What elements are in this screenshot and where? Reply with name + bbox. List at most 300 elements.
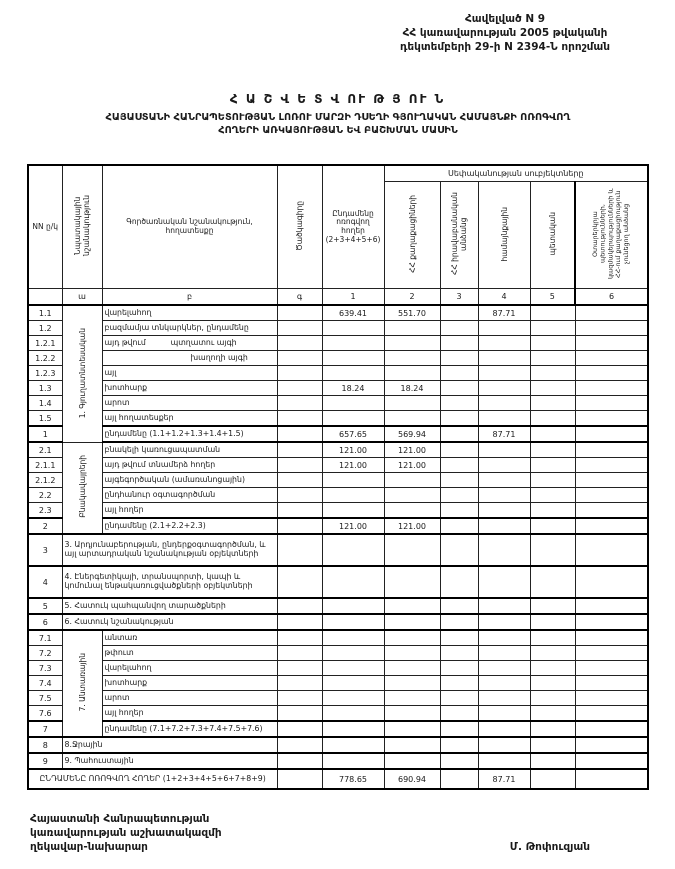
value-cell <box>384 598 440 614</box>
appendix-line-3: դեկտեմբերի 29-ի N 2394-Ն որոշման <box>399 41 611 54</box>
table-row <box>28 706 648 722</box>
value-cell <box>277 488 322 503</box>
value-cell <box>530 366 575 381</box>
value-cell <box>530 381 575 396</box>
value-cell <box>575 706 648 722</box>
value-cell <box>277 630 322 646</box>
value-cell <box>530 488 575 503</box>
value-cell <box>575 566 648 598</box>
value-cell <box>384 366 440 381</box>
column-letter <box>28 289 62 306</box>
column-letters-row <box>28 289 648 306</box>
column-header-community <box>478 182 530 289</box>
column-header-citizens-label: ՀՀ քաղաքացիների <box>407 195 417 273</box>
row-number: 7.5 <box>28 691 62 706</box>
row-number: 8 <box>28 737 62 753</box>
row-label: ԸՆԴԱՄԵՆԸ ՈՌՈԳՎՈՂ ՀՈՂԵՐ (1+2+3+4+5+6+7+8+9) <box>28 769 277 789</box>
row-number: 2.3 <box>28 503 62 519</box>
value-cell <box>322 366 384 381</box>
column-header-legal <box>440 182 478 289</box>
row-number: 1.2.2 <box>28 351 62 366</box>
column-letter: 4 <box>478 289 530 306</box>
row-label: այլ հողեր <box>102 706 277 722</box>
value-cell <box>440 566 478 598</box>
row-number: 2.1 <box>28 442 62 458</box>
row-number: 6 <box>28 614 62 630</box>
value-cell <box>277 473 322 488</box>
row-label: 9. Պահուստային <box>62 753 277 769</box>
value-cell <box>478 753 530 769</box>
row-number: 4 <box>28 566 62 598</box>
column-header-state-label: պետական <box>547 212 557 256</box>
value-cell <box>277 351 322 366</box>
column-header-citizens <box>384 182 440 289</box>
value-cell <box>575 366 648 381</box>
row-number: 5 <box>28 598 62 614</box>
value-cell <box>575 503 648 519</box>
row-number: 1.4 <box>28 396 62 411</box>
value-cell <box>575 426 648 442</box>
value-cell <box>277 442 322 458</box>
value-cell <box>384 646 440 661</box>
value-cell <box>530 646 575 661</box>
value-cell <box>478 473 530 488</box>
value-cell: 87.71 <box>478 305 530 321</box>
value-cell <box>384 614 440 630</box>
value-cell <box>575 598 648 614</box>
value-cell <box>478 442 530 458</box>
value-cell <box>384 753 440 769</box>
value-cell <box>322 411 384 427</box>
column-header-total: Ընդամենը ոռոգվող հողեր (2+3+4+5+6) <box>322 165 384 289</box>
table-row <box>28 458 648 473</box>
value-cell <box>322 630 384 646</box>
value-cell: 87.71 <box>478 769 530 789</box>
table-row <box>28 305 648 321</box>
row-number: 2 <box>28 518 62 534</box>
value-cell <box>478 566 530 598</box>
appendix-reference <box>345 12 665 55</box>
column-header-code-label: Ծածկագիրը <box>295 201 304 251</box>
value-cell <box>478 706 530 722</box>
column-header-code <box>277 165 322 289</box>
value-cell <box>384 351 440 366</box>
page-title: Հ Ա Շ Վ Ե Տ Վ ՈՒ Թ Յ ՈՒ Ն <box>229 92 446 106</box>
row-label: այլ հողատեսքեր <box>102 411 277 427</box>
value-cell <box>384 396 440 411</box>
value-cell <box>530 721 575 737</box>
row-label: 5. Հատուկ պահպանվող տարածքների <box>62 598 277 614</box>
row-number: 7.4 <box>28 676 62 691</box>
value-cell <box>277 534 322 566</box>
value-cell <box>478 396 530 411</box>
row-label: անտառ <box>102 630 277 646</box>
value-cell <box>575 646 648 661</box>
table-row <box>28 366 648 381</box>
value-cell: 551.70 <box>384 305 440 321</box>
section-group-label-text: 7. Անտառային <box>77 653 87 712</box>
row-number: 1.3 <box>28 381 62 396</box>
row-number: 1.5 <box>28 411 62 427</box>
value-cell <box>440 676 478 691</box>
value-cell <box>322 488 384 503</box>
value-cell <box>575 411 648 427</box>
table-row <box>28 396 648 411</box>
table-row <box>28 691 648 706</box>
value-cell <box>478 518 530 534</box>
signatory-org-line-2: կառավարության աշխատակազմի <box>30 827 222 840</box>
value-cell <box>575 336 648 351</box>
value-cell <box>440 473 478 488</box>
row-label: ընդամենը (2.1+2.2+2.3) <box>102 518 277 534</box>
row-label: արոտ <box>102 396 277 411</box>
page-subtitle <box>28 112 648 137</box>
value-cell <box>575 305 648 321</box>
table-row <box>28 503 648 519</box>
page-subtitle-line-1: ՀԱՅԱՍՏԱՆԻ ՀԱՆՐԱՊԵՏՈՒԹՅԱՆ ԼՈՌՈՒ ՄԱՐԶԻ ԴՍԵՂԻ ԳՅՈՒՂԱԿԱՆ ՀԱՄԱՅՆՔԻ ՈՌՈԳՎՈՂ <box>105 112 571 123</box>
value-cell <box>478 488 530 503</box>
value-cell <box>575 534 648 566</box>
signatory-org-line-1: Հայաստանի Հանրապետության <box>30 813 210 825</box>
value-cell <box>478 366 530 381</box>
value-cell <box>478 676 530 691</box>
value-cell <box>530 411 575 427</box>
value-cell: 121.00 <box>322 518 384 534</box>
value-cell <box>277 769 322 789</box>
value-cell <box>440 503 478 519</box>
value-cell <box>322 753 384 769</box>
value-cell <box>277 366 322 381</box>
value-cell <box>440 769 478 789</box>
value-cell <box>530 305 575 321</box>
value-cell <box>440 426 478 442</box>
row-number: 1 <box>28 426 62 442</box>
section-group-label-text: Բնակավայրերի <box>77 455 87 519</box>
value-cell <box>575 676 648 691</box>
section-group-label <box>62 630 102 737</box>
row-label: խոտհարք <box>102 381 277 396</box>
table-row <box>28 646 648 661</box>
value-cell <box>478 321 530 336</box>
row-label: բնակելի կառուցապատման <box>102 442 277 458</box>
value-cell <box>440 614 478 630</box>
table-row <box>28 614 648 630</box>
value-cell: 121.00 <box>384 442 440 458</box>
value-cell <box>530 566 575 598</box>
value-cell <box>530 676 575 691</box>
value-cell <box>440 753 478 769</box>
table-row <box>28 473 648 488</box>
value-cell <box>530 614 575 630</box>
value-cell <box>530 661 575 676</box>
table-row <box>28 336 648 351</box>
value-cell <box>440 366 478 381</box>
value-cell <box>478 630 530 646</box>
value-cell <box>322 473 384 488</box>
column-letter: գ <box>277 289 322 306</box>
value-cell <box>322 646 384 661</box>
value-cell <box>575 769 648 789</box>
signatory-position <box>30 812 222 855</box>
value-cell <box>440 411 478 427</box>
value-cell <box>478 458 530 473</box>
value-cell <box>277 753 322 769</box>
value-cell <box>478 598 530 614</box>
value-cell <box>478 614 530 630</box>
value-cell <box>575 691 648 706</box>
report-table <box>27 164 649 790</box>
value-cell <box>440 442 478 458</box>
value-cell <box>530 458 575 473</box>
value-cell: 18.24 <box>322 381 384 396</box>
value-cell <box>440 598 478 614</box>
value-cell <box>575 630 648 646</box>
value-cell <box>440 458 478 473</box>
value-cell <box>277 426 322 442</box>
section-group-label <box>62 305 102 442</box>
value-cell <box>530 691 575 706</box>
value-cell <box>575 473 648 488</box>
value-cell <box>384 676 440 691</box>
value-cell <box>478 691 530 706</box>
value-cell <box>322 614 384 630</box>
header-row-1 <box>28 165 648 182</box>
table-row <box>28 488 648 503</box>
row-label: արոտ <box>102 691 277 706</box>
grand-total-row <box>28 769 648 789</box>
value-cell: 657.65 <box>322 426 384 442</box>
value-cell <box>277 676 322 691</box>
value-cell <box>575 458 648 473</box>
value-cell <box>440 336 478 351</box>
value-cell <box>384 473 440 488</box>
row-number: 1.2.1 <box>28 336 62 351</box>
value-cell <box>322 676 384 691</box>
column-letter: 6 <box>575 289 648 306</box>
value-cell <box>277 737 322 753</box>
value-cell <box>478 534 530 566</box>
value-cell: 121.00 <box>322 458 384 473</box>
table-row <box>28 676 648 691</box>
table-row <box>28 534 648 566</box>
row-number: 1.2 <box>28 321 62 336</box>
section-group-label-text: 1. Գյուղատնտեսական <box>77 327 87 418</box>
column-header-state <box>530 182 575 289</box>
value-cell <box>478 646 530 661</box>
signature-block <box>30 812 645 855</box>
value-cell <box>322 598 384 614</box>
value-cell <box>530 534 575 566</box>
value-cell <box>384 661 440 676</box>
value-cell <box>322 691 384 706</box>
value-cell <box>478 503 530 519</box>
value-cell <box>575 442 648 458</box>
value-cell <box>478 737 530 753</box>
value-cell <box>575 351 648 366</box>
value-cell <box>530 769 575 789</box>
value-cell <box>277 646 322 661</box>
value-cell <box>322 351 384 366</box>
page-subtitle-line-2: ՀՈՂԵՐԻ ԱՌԿԱՅՈՒԹՅԱՆ ԵՎ ԲԱՇԽՄԱՆ ՄԱՍԻՆ <box>218 124 458 136</box>
row-label: այդ թվում պտղատու այգի <box>102 336 277 351</box>
row-label: ընդհանուր օգտագործման <box>102 488 277 503</box>
value-cell <box>440 721 478 737</box>
value-cell <box>575 396 648 411</box>
value-cell <box>384 630 440 646</box>
row-label: խոտհարք <box>102 676 277 691</box>
value-cell: 121.00 <box>384 458 440 473</box>
column-letter: 3 <box>440 289 478 306</box>
column-header-foreign-label: Օտարերկրյա պետությունների, կազմակերպությունների և ՀՀ-ում քաղաքացիություն չունեցող անձանց <box>591 188 631 280</box>
value-cell <box>575 518 648 534</box>
value-cell <box>530 321 575 336</box>
value-cell <box>530 473 575 488</box>
row-label: խաղողի այգի <box>102 351 277 366</box>
value-cell <box>277 614 322 630</box>
value-cell <box>277 518 322 534</box>
value-cell <box>530 518 575 534</box>
column-header-functional: Գործառնական նշանակություն, հողատեսքը <box>102 165 277 289</box>
column-letter: բ <box>102 289 277 306</box>
value-cell <box>277 381 322 396</box>
value-cell <box>322 336 384 351</box>
value-cell <box>384 721 440 737</box>
value-cell: 121.00 <box>322 442 384 458</box>
value-cell <box>277 598 322 614</box>
value-cell <box>575 321 648 336</box>
value-cell <box>530 503 575 519</box>
column-header-legal-label: ՀՀ իրավաբանական անձանց <box>450 192 468 276</box>
table-row <box>28 661 648 676</box>
value-cell <box>478 721 530 737</box>
value-cell <box>440 518 478 534</box>
value-cell: 778.65 <box>322 769 384 789</box>
value-cell <box>478 661 530 676</box>
table-row <box>28 442 648 458</box>
section-group-label <box>62 442 102 534</box>
value-cell <box>440 737 478 753</box>
row-number: 1.1 <box>28 305 62 321</box>
value-cell <box>322 661 384 676</box>
row-number: 7 <box>28 721 62 737</box>
row-number: 2.1.1 <box>28 458 62 473</box>
value-cell <box>530 598 575 614</box>
row-label: 4. Էներգետիկայի, տրանսպորտի, կապի և կոմունալ ենթակառուցվածքների օբյեկտների <box>62 566 277 598</box>
value-cell <box>277 305 322 321</box>
value-cell <box>277 661 322 676</box>
value-cell <box>575 737 648 753</box>
value-cell <box>277 566 322 598</box>
value-cell <box>478 381 530 396</box>
value-cell: 569.94 <box>384 426 440 442</box>
column-header-purpose-label: Նպատակային նշանակություն <box>73 195 91 257</box>
signatory-name: Մ. Թոփուզյան <box>509 841 590 854</box>
column-letter: ա <box>62 289 102 306</box>
value-cell <box>530 396 575 411</box>
value-cell <box>322 396 384 411</box>
table-row <box>28 381 648 396</box>
value-cell <box>530 706 575 722</box>
value-cell <box>384 503 440 519</box>
value-cell: 639.41 <box>322 305 384 321</box>
value-cell <box>384 321 440 336</box>
row-label: բազմամյա տնկարկներ, ընդամենը <box>102 321 277 336</box>
row-number: 7.2 <box>28 646 62 661</box>
row-label: այլ հողեր <box>102 503 277 519</box>
row-label: այդ թվում տնամերձ հողեր <box>102 458 277 473</box>
value-cell <box>440 661 478 676</box>
value-cell <box>322 503 384 519</box>
value-cell <box>575 488 648 503</box>
row-number: 7.3 <box>28 661 62 676</box>
row-number: 2.1.2 <box>28 473 62 488</box>
value-cell <box>440 691 478 706</box>
row-label: վարելահող <box>102 305 277 321</box>
table-row <box>28 518 648 534</box>
value-cell <box>530 737 575 753</box>
value-cell <box>440 534 478 566</box>
column-header-purpose <box>62 165 102 289</box>
value-cell <box>530 351 575 366</box>
table-row <box>28 411 648 427</box>
value-cell <box>322 566 384 598</box>
value-cell <box>575 753 648 769</box>
signatory-org-line-3: ղեկավար-նախարար <box>30 841 148 854</box>
column-group-ownership: Սեփականության սուբյեկտները <box>384 165 648 182</box>
row-number: 7.6 <box>28 706 62 722</box>
row-label: 3. Արդյունաբերության, ընդերքօգտագործման, և այլ արտադրական նշանակության օբյեկտների <box>62 534 277 566</box>
value-cell <box>575 381 648 396</box>
appendix-line-1: Հավելված N 9 <box>464 13 546 25</box>
column-header-nn: NN ը/կ <box>28 165 62 289</box>
value-cell <box>322 706 384 722</box>
value-cell <box>440 706 478 722</box>
value-cell: 121.00 <box>384 518 440 534</box>
row-number: 9 <box>28 753 62 769</box>
value-cell: 87.71 <box>478 426 530 442</box>
value-cell <box>530 630 575 646</box>
value-cell <box>478 336 530 351</box>
table-row <box>28 426 648 442</box>
table-row <box>28 598 648 614</box>
value-cell <box>384 488 440 503</box>
row-label: այգեգործական (ամառանոցային) <box>102 473 277 488</box>
row-label: այլ <box>102 366 277 381</box>
column-letter: 2 <box>384 289 440 306</box>
value-cell <box>277 691 322 706</box>
value-cell <box>277 411 322 427</box>
value-cell <box>478 351 530 366</box>
column-letter: 5 <box>530 289 575 306</box>
table-row <box>28 630 648 646</box>
value-cell <box>530 753 575 769</box>
value-cell <box>440 351 478 366</box>
value-cell <box>575 661 648 676</box>
row-label: թփուտ <box>102 646 277 661</box>
value-cell <box>440 488 478 503</box>
value-cell <box>530 442 575 458</box>
table-row <box>28 737 648 753</box>
value-cell <box>384 706 440 722</box>
value-cell <box>575 614 648 630</box>
value-cell <box>440 630 478 646</box>
value-cell: 690.94 <box>384 769 440 789</box>
value-cell <box>440 646 478 661</box>
value-cell <box>384 336 440 351</box>
row-label: 8.Ջրային <box>62 737 277 753</box>
report-table-body <box>28 305 648 789</box>
value-cell <box>384 411 440 427</box>
